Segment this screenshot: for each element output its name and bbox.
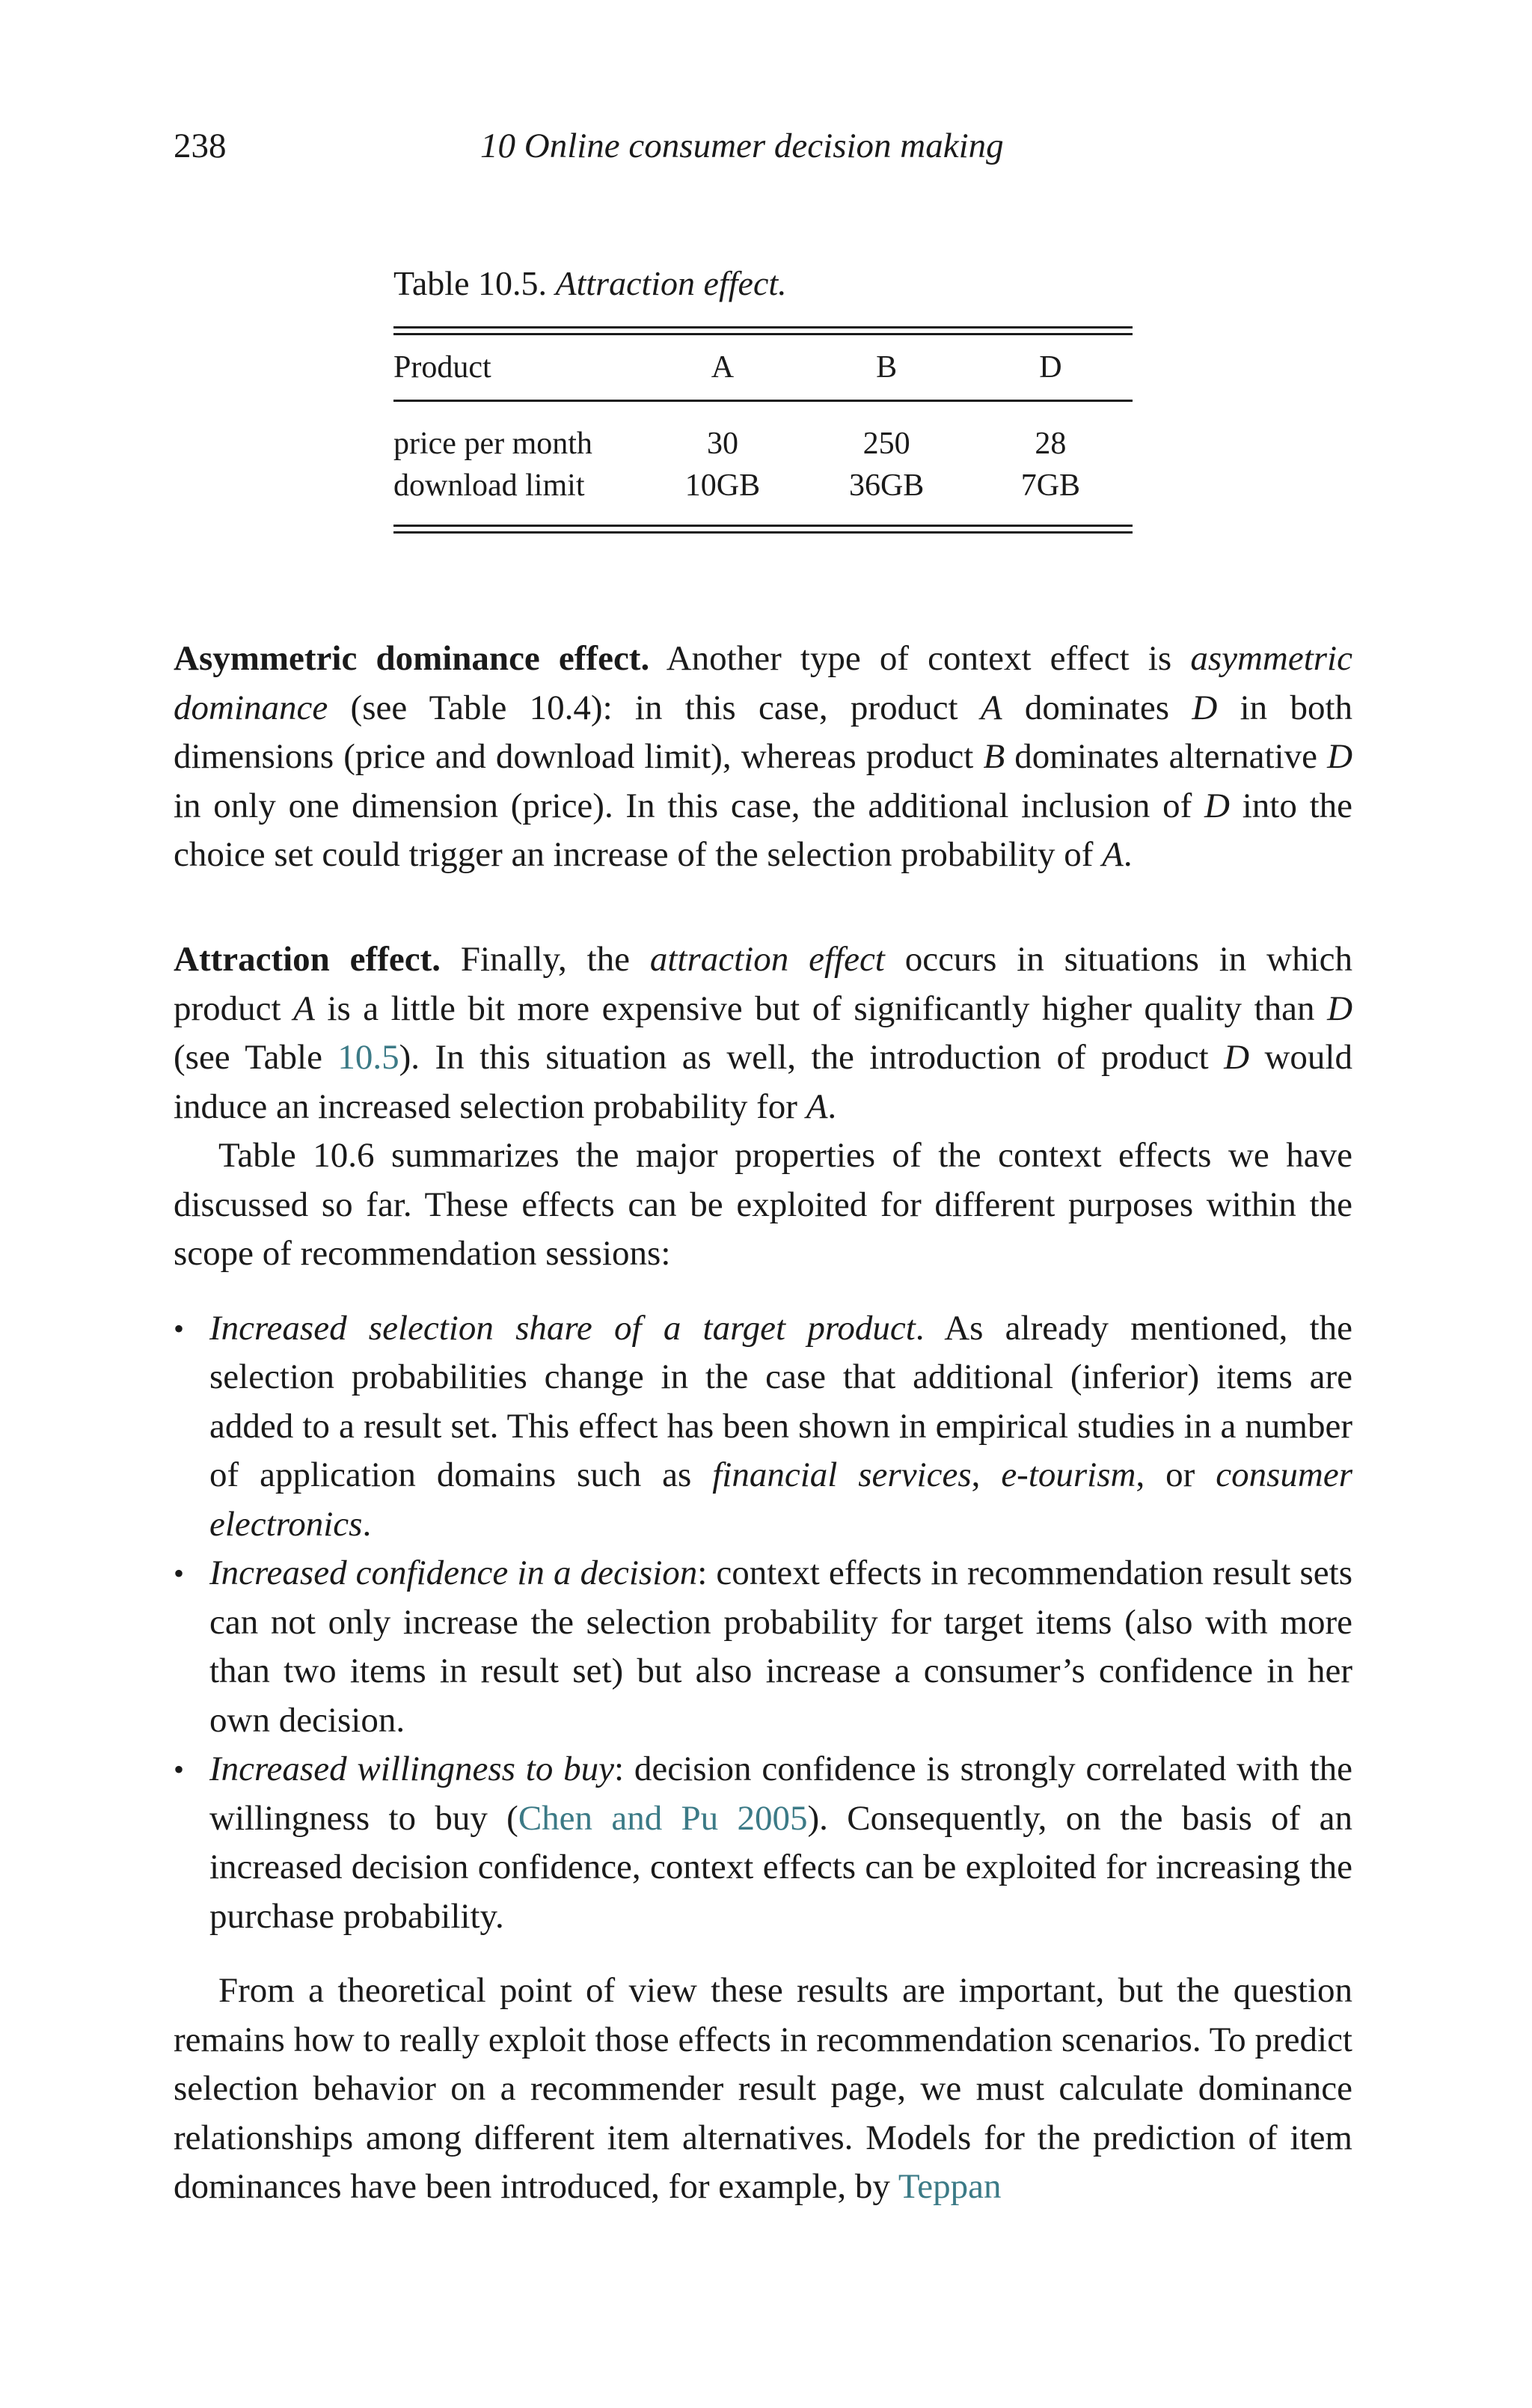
table-bottom-rule-2	[393, 531, 1133, 534]
chapter-title: 10 Online consumer decision making	[480, 126, 1004, 165]
table-10-5	[393, 260, 1133, 534]
table-header-cell: Product	[393, 350, 491, 385]
term: asymmetric dominance	[174, 639, 1352, 727]
table-cell: 250	[862, 427, 910, 461]
table-header-row	[393, 335, 1133, 401]
citation-link[interactable]: Chen and Pu 2005	[518, 1798, 808, 1838]
text-run: occurs in situations in which product	[174, 940, 1353, 1028]
table-header-cell: D	[1039, 350, 1062, 385]
term: attraction effect	[649, 940, 885, 979]
table-reference-link[interactable]: 10.5	[337, 1038, 399, 1077]
text-run: into the choice set could trigger an increase of the selection probability of	[174, 786, 1352, 874]
variable: A	[806, 1087, 828, 1126]
text-run: . As already mentioned, the selection probabilities change in the case that additional (inferior) items are added to a result set. This effect has been shown in empirical studies in a number of application domains such as	[209, 1308, 1352, 1494]
variable: D	[1327, 737, 1353, 776]
text-run: dominates alternative	[1005, 737, 1328, 776]
table-cell: download limit	[393, 468, 585, 503]
list-item	[174, 1745, 1352, 1941]
text-run: (see Table	[174, 1038, 338, 1077]
table-cell: 36GB	[848, 468, 925, 503]
list-item	[174, 1304, 1352, 1550]
table-cell: 28	[1035, 427, 1067, 461]
text-run: Another type of context effect is	[649, 639, 1191, 678]
variable: D	[1192, 688, 1218, 727]
text-run: : context effects in recommendation result sets can not only increase the selection probability for target items (also with more than two items in result set) but also increase a consumer’s confidence in her own decision.	[209, 1553, 1352, 1740]
text-run: : decision confidence is strongly correlated with the willingness to buy (	[209, 1750, 1352, 1838]
text-run: in only one dimension (price). In this case, the additional inclusion of	[174, 786, 1205, 825]
emphasis: financial services	[712, 1455, 972, 1494]
emphasis: e-tourism	[1001, 1455, 1136, 1494]
list-item-term: Increased selection share of a target product	[209, 1308, 916, 1348]
list-item	[174, 1549, 1352, 1745]
asymmetric-dominance-paragraph	[174, 635, 1352, 880]
text-run: Finally, the	[440, 940, 650, 979]
table-cell: 30	[706, 427, 738, 461]
run-in-heading: Asymmetric dominance effect.	[174, 639, 650, 678]
table-caption-title: Attraction effect.	[555, 264, 787, 302]
list-item-term: Increased confidence in a decision	[209, 1553, 698, 1592]
emphasis: consumer electronics	[209, 1455, 1352, 1544]
table-caption	[393, 260, 1133, 307]
text-run: is a little bit more expensive but of significantly higher quality than	[314, 988, 1328, 1028]
text-run: would induce an increased selection probability for	[174, 1038, 1352, 1126]
variable: D	[1327, 988, 1353, 1028]
table-row	[393, 401, 1133, 465]
text-run: ). Consequently, on the basis of an increased decision confidence, context effects can be exploited for increasing the purchase probability.	[209, 1798, 1352, 1936]
table-cell: price per month	[393, 427, 592, 461]
text-run: ,	[971, 1455, 1002, 1494]
text-run: .	[1123, 835, 1133, 874]
text-run: .	[362, 1504, 372, 1544]
text-run: .	[827, 1087, 837, 1126]
bullet-icon: •	[174, 1752, 185, 1786]
variable: A	[1102, 835, 1124, 874]
asymmetric-dominance-section	[174, 635, 1352, 880]
text-run: (see Table 10.4): in this case, product	[328, 688, 981, 727]
run-in-heading: Attraction effect.	[174, 940, 441, 979]
text-run: in both dimensions (price and download limit), whereas product	[174, 688, 1353, 776]
list-item-term: Increased willingness to buy	[209, 1750, 615, 1788]
variable: D	[1224, 1038, 1250, 1077]
variable: D	[1204, 786, 1230, 825]
summary-paragraph: Table 10.6 summarizes the major properties of the context effects we have discussed so far. These effects can be exploited for different purposes within the scope of recommendation sessions:	[174, 1136, 1352, 1273]
variable: A	[980, 688, 1002, 727]
table-header-cell: A	[711, 350, 735, 385]
attraction-section	[174, 935, 1352, 2212]
page-number: 238	[174, 126, 227, 165]
table-cell: 7GB	[1020, 468, 1081, 503]
text-run: From a theoretical point of view these results are important, but the question remains how to really exploit those effects in recommendation scenarios. To predict selection behavior on a recommender result page, we must calculate dominance relationships among different item alternatives. Models for the prediction of item dominances have been introduced, for example, by	[174, 1971, 1352, 2206]
text-run: ). In this situation as well, the introduction of product	[399, 1038, 1225, 1077]
text-run: dominates	[1002, 688, 1192, 727]
table-caption-label: Table 10.5.	[393, 264, 548, 302]
running-head	[174, 126, 1352, 171]
closing-paragraph	[174, 1967, 1352, 2212]
variable: B	[983, 737, 1005, 776]
bullet-icon: •	[174, 1311, 185, 1345]
data-table	[393, 335, 1133, 525]
attraction-effect-paragraph	[174, 935, 1352, 1131]
variable: A	[293, 988, 315, 1028]
text-run: , or	[1136, 1455, 1216, 1494]
table-cell: 10GB	[684, 468, 761, 503]
table-row	[393, 465, 1133, 525]
table-header-cell: B	[876, 350, 898, 385]
citation-link[interactable]: Teppan	[898, 2167, 1002, 2206]
bullet-icon: •	[174, 1556, 185, 1590]
effects-list	[174, 1304, 1352, 1942]
